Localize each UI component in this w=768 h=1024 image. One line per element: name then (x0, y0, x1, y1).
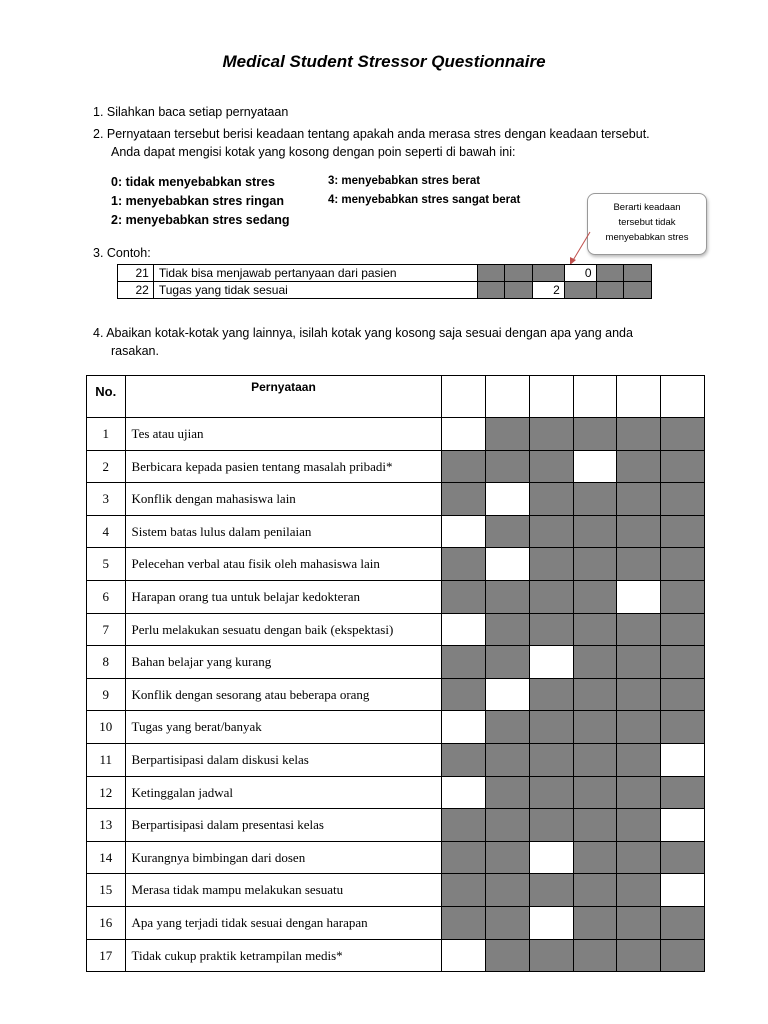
shaded-cell (617, 418, 661, 451)
shaded-cell (661, 613, 705, 646)
table-row (87, 809, 705, 842)
row-number: 2 (87, 450, 126, 483)
row-number: 9 (87, 678, 126, 711)
shaded-cell (564, 282, 596, 299)
table-row (87, 678, 705, 711)
shaded-cell (529, 809, 573, 842)
table-row (87, 776, 705, 809)
shaded-cell (529, 450, 573, 483)
row-statement: Perlu melakukan sesuatu dengan baik (ekspektasi) (125, 613, 442, 646)
shaded-cell (617, 646, 661, 679)
shaded-cell (573, 939, 617, 972)
legend-4: 4: menyebabkan stres sangat berat (328, 194, 521, 206)
example-row-statement: Tidak bisa menjawab pertanyaan dari pasien (153, 265, 477, 282)
shaded-cell (529, 711, 573, 744)
table-row (87, 874, 705, 907)
shaded-cell (617, 548, 661, 581)
callout-line-3: menyebabkan stres (605, 232, 689, 243)
shaded-cell (617, 809, 661, 842)
table-row (87, 450, 705, 483)
row-number: 8 (87, 646, 126, 679)
shaded-cell (617, 939, 661, 972)
header-box (442, 376, 486, 418)
shaded-cell (617, 906, 661, 939)
answer-box[interactable] (529, 841, 573, 874)
row-number: 10 (87, 711, 126, 744)
row-statement: Sistem batas lulus dalam penilaian (125, 515, 442, 548)
callout-arrow (560, 228, 600, 268)
shaded-cell (442, 580, 486, 613)
header-box (529, 376, 573, 418)
answer-box[interactable] (486, 548, 530, 581)
table-row (87, 418, 705, 451)
answer-box[interactable] (661, 874, 705, 907)
example-row (118, 265, 652, 282)
shaded-cell (442, 841, 486, 874)
shaded-cell (573, 646, 617, 679)
shaded-cell (617, 841, 661, 874)
shaded-cell (505, 282, 533, 299)
row-statement: Berbicara kepada pasien tentang masalah pribadi* (125, 450, 442, 483)
answer-box[interactable] (442, 613, 486, 646)
shaded-cell (617, 450, 661, 483)
shaded-cell (573, 841, 617, 874)
row-statement: Pelecehan verbal atau fisik oleh mahasiswa lain (125, 548, 442, 581)
shaded-cell (529, 776, 573, 809)
shaded-cell (661, 515, 705, 548)
answer-box[interactable] (486, 483, 530, 516)
answer-box[interactable] (529, 906, 573, 939)
row-number: 15 (87, 874, 126, 907)
shaded-cell (661, 906, 705, 939)
shaded-cell (624, 265, 652, 282)
instruction-2: 2. Pernyataan tersebut berisi keadaan tentang apakah anda merasa stres dengan keadaan tersebut. (93, 127, 650, 141)
shaded-cell (477, 265, 505, 282)
shaded-cell (529, 939, 573, 972)
shaded-cell (573, 678, 617, 711)
row-number: 13 (87, 809, 126, 842)
row-statement: Apa yang terjadi tidak sesuai dengan harapan (125, 906, 442, 939)
header-box (661, 376, 705, 418)
answer-box[interactable] (442, 939, 486, 972)
shaded-cell (442, 809, 486, 842)
row-statement: Konflik dengan sesorang atau beberapa orang (125, 678, 442, 711)
shaded-cell (486, 776, 530, 809)
legend-2: 2: menyebabkan stres sedang (111, 213, 290, 227)
shaded-cell (596, 265, 624, 282)
answer-box[interactable] (442, 776, 486, 809)
example-row-statement: Tugas yang tidak sesuai (153, 282, 477, 299)
row-statement: Tugas yang berat/banyak (125, 711, 442, 744)
shaded-cell (617, 874, 661, 907)
shaded-cell (573, 809, 617, 842)
shaded-cell (533, 265, 565, 282)
shaded-cell (661, 450, 705, 483)
shaded-cell (486, 939, 530, 972)
shaded-cell (486, 580, 530, 613)
table-row (87, 906, 705, 939)
shaded-cell (486, 450, 530, 483)
row-number: 5 (87, 548, 126, 581)
shaded-cell (661, 483, 705, 516)
answer-box[interactable] (486, 678, 530, 711)
row-number: 12 (87, 776, 126, 809)
shaded-cell (529, 580, 573, 613)
table-row (87, 711, 705, 744)
row-number: 16 (87, 906, 126, 939)
shaded-cell (442, 483, 486, 516)
row-number: 6 (87, 580, 126, 613)
callout-line-1: Berarti keadaan (613, 202, 681, 213)
header-box (617, 376, 661, 418)
shaded-cell (529, 418, 573, 451)
shaded-cell (573, 548, 617, 581)
shaded-cell (573, 613, 617, 646)
row-statement: Kurangnya bimbingan dari dosen (125, 841, 442, 874)
shaded-cell (486, 613, 530, 646)
shaded-cell (573, 874, 617, 907)
shaded-cell (624, 282, 652, 299)
legend-0: 0: tidak menyebabkan stres (111, 175, 275, 189)
shaded-cell (661, 678, 705, 711)
table-row (87, 841, 705, 874)
table-row (87, 483, 705, 516)
shaded-cell (661, 776, 705, 809)
example-row-number: 22 (118, 282, 154, 299)
header-statement: Pernyataan (125, 376, 442, 418)
shaded-cell (617, 483, 661, 516)
row-statement: Bahan belajar yang kurang (125, 646, 442, 679)
example-answer-cell: 0 (564, 265, 596, 282)
shaded-cell (486, 841, 530, 874)
page-title: Medical Student Stressor Questionnaire (222, 52, 546, 71)
shaded-cell (617, 743, 661, 776)
row-statement: Tidak cukup praktik ketrampilan medis* (125, 939, 442, 972)
instruction-1: 1. Silahkan baca setiap pernyataan (93, 105, 289, 119)
callout-note (587, 193, 707, 255)
shaded-cell (661, 580, 705, 613)
shaded-cell (617, 678, 661, 711)
row-number: 3 (87, 483, 126, 516)
shaded-cell (573, 418, 617, 451)
shaded-cell (661, 711, 705, 744)
example-label: 3. Contoh: (93, 246, 151, 260)
shaded-cell (486, 711, 530, 744)
answer-box[interactable] (661, 809, 705, 842)
shaded-cell (661, 939, 705, 972)
table-row (87, 743, 705, 776)
shaded-cell (486, 809, 530, 842)
row-statement: Berpartisipasi dalam presentasi kelas (125, 809, 442, 842)
header-box (573, 376, 617, 418)
instruction-4-cont: rasakan. (111, 344, 159, 358)
row-statement: Harapan orang tua untuk belajar kedokteran (125, 580, 442, 613)
row-statement: Konflik dengan mahasiswa lain (125, 483, 442, 516)
shaded-cell (661, 841, 705, 874)
shaded-cell (573, 906, 617, 939)
shaded-cell (486, 515, 530, 548)
answer-box[interactable] (661, 743, 705, 776)
answer-box[interactable] (529, 646, 573, 679)
example-table (117, 264, 652, 299)
legend-3: 3: menyebabkan stres berat (328, 175, 481, 187)
shaded-cell (486, 743, 530, 776)
row-number: 7 (87, 613, 126, 646)
row-number: 14 (87, 841, 126, 874)
example-row-number: 21 (118, 265, 154, 282)
table-row (87, 613, 705, 646)
shaded-cell (442, 678, 486, 711)
shaded-cell (486, 418, 530, 451)
shaded-cell (573, 776, 617, 809)
row-statement: Merasa tidak mampu melakukan sesuatu (125, 874, 442, 907)
shaded-cell (442, 646, 486, 679)
shaded-cell (529, 613, 573, 646)
row-statement: Berpartisipasi dalam diskusi kelas (125, 743, 442, 776)
shaded-cell (529, 483, 573, 516)
shaded-cell (529, 874, 573, 907)
table-row (87, 939, 705, 972)
row-number: 4 (87, 515, 126, 548)
shaded-cell (486, 646, 530, 679)
instruction-2-cont: Anda dapat mengisi kotak yang kosong dengan poin seperti di bawah ini: (111, 145, 516, 159)
shaded-cell (505, 265, 533, 282)
row-number: 1 (87, 418, 126, 451)
shaded-cell (617, 711, 661, 744)
shaded-cell (573, 711, 617, 744)
answer-box[interactable] (617, 580, 661, 613)
shaded-cell (617, 515, 661, 548)
shaded-cell (442, 450, 486, 483)
shaded-cell (573, 580, 617, 613)
shaded-cell (596, 282, 624, 299)
shaded-cell (442, 874, 486, 907)
shaded-cell (486, 874, 530, 907)
questionnaire-table (86, 375, 705, 972)
shaded-cell (477, 282, 505, 299)
callout-line-2: tersebut tidak (618, 217, 676, 228)
table-row (87, 515, 705, 548)
shaded-cell (661, 548, 705, 581)
shaded-cell (661, 418, 705, 451)
legend-1: 1: menyebabkan stres ringan (111, 194, 284, 208)
shaded-cell (617, 776, 661, 809)
header-no: No. (87, 376, 126, 418)
row-statement: Ketinggalan jadwal (125, 776, 442, 809)
shaded-cell (529, 548, 573, 581)
row-number: 11 (87, 743, 126, 776)
shaded-cell (529, 743, 573, 776)
shaded-cell (442, 548, 486, 581)
table-row (87, 548, 705, 581)
shaded-cell (573, 483, 617, 516)
row-statement: Tes atau ujian (125, 418, 442, 451)
shaded-cell (442, 906, 486, 939)
example-row (118, 282, 652, 299)
header-box (486, 376, 530, 418)
answer-box[interactable] (442, 515, 486, 548)
shaded-cell (661, 646, 705, 679)
instruction-4: 4. Abaikan kotak-kotak yang lainnya, isilah kotak yang kosong saja sesuai dengan apa yang anda (93, 326, 633, 340)
table-row (87, 646, 705, 679)
shaded-cell (442, 743, 486, 776)
example-answer-cell: 2 (533, 282, 565, 299)
answer-box[interactable] (442, 711, 486, 744)
shaded-cell (573, 743, 617, 776)
shaded-cell (486, 906, 530, 939)
shaded-cell (529, 515, 573, 548)
answer-box[interactable] (442, 418, 486, 451)
shaded-cell (573, 515, 617, 548)
table-row (87, 580, 705, 613)
shaded-cell (529, 678, 573, 711)
answer-box[interactable] (573, 450, 617, 483)
row-number: 17 (87, 939, 126, 972)
shaded-cell (617, 613, 661, 646)
